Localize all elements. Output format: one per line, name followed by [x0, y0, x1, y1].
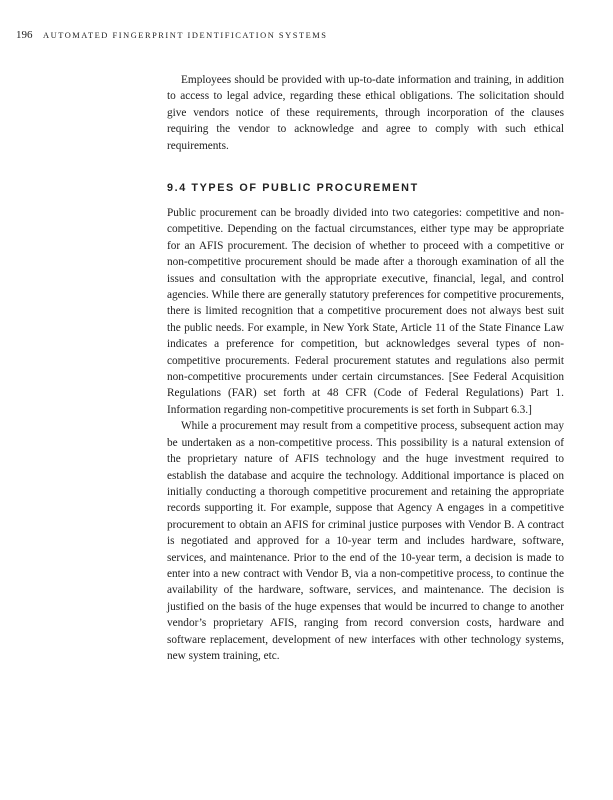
intro-text — [167, 72, 564, 154]
page-header — [16, 28, 576, 42]
running-title: AUTOMATED FINGERPRINT IDENTIFICATION SYSTEMS — [43, 31, 328, 40]
intro-paragraph: Employees should be provided with up-to-date information and training, in addition to access to legal advice, regarding these ethical obligations. The solicitation should give vendors notice of these requirements, through incorporation of the clauses requiring the vendor to acknowledge and agree to comply with such ethical requirements. — [167, 74, 564, 152]
section-heading: 9.4 TYPES OF PUBLIC PROCUREMENT — [167, 182, 419, 194]
page-number: 196 — [16, 29, 33, 41]
section-body — [167, 205, 564, 664]
body-paragraph-1: Public procurement can be broadly divided into two categories: competitive and non-competitive. Depending on the factual circumstances, either type may be appropriate for an AFIS procurement. The decision of whether to proceed with a competitive or non-competitive procurement should be made after a thorough examination of all the issues and consultation with the appropriate executive, financial, legal, and control agencies. While there are generally statutory preferences for competitive procurements, there is limited recognition that a competitive procurement does not always best suit the public needs. For example, in New York State, Article 11 of the State Finance Law indicates a preference for competition, but acknowledges several types of non-competitive procurements. Federal procurement statutes and regulations also permit non-competitive procurements under certain circumstances. [See Federal Acquisition Regulations (FAR) set forth at 48 CFR (Code of Federal Regulations) Part 1. Information regarding non-competitive procurements is set forth in Subpart 6.3.] — [167, 207, 564, 416]
body-paragraph-2: While a procurement may result from a competitive process, subsequent action may be undertaken as a non-competitive process. This possibility is a natural extension of the proprietary nature of AFIS technology and the huge investment required to establish the database and acquire the technology. Additional importance is placed on initially conducting a thorough competitive procurement and retaining the appropriate records supporting it. For example, suppose that Agency A engages in a competitive procurement to obtain an AFIS for criminal justice purposes with Vendor B. A contract is negotiated and approved for a 10-year term and includes hardware, software, services, and maintenance. Prior to the end of the 10-year term, a decision is made to enter into a new contract with Vendor B, via a non-competitive process, to continue the availability of the hardware, software, services, and maintenance. The decision is justified on the basis of the huge expenses that would be incurred to change to another vendor’s proprietary AFIS, ranging from record conversion costs, hardware and software replacement, development of new interfaces with other technology systems, new system training, etc. — [167, 420, 564, 662]
